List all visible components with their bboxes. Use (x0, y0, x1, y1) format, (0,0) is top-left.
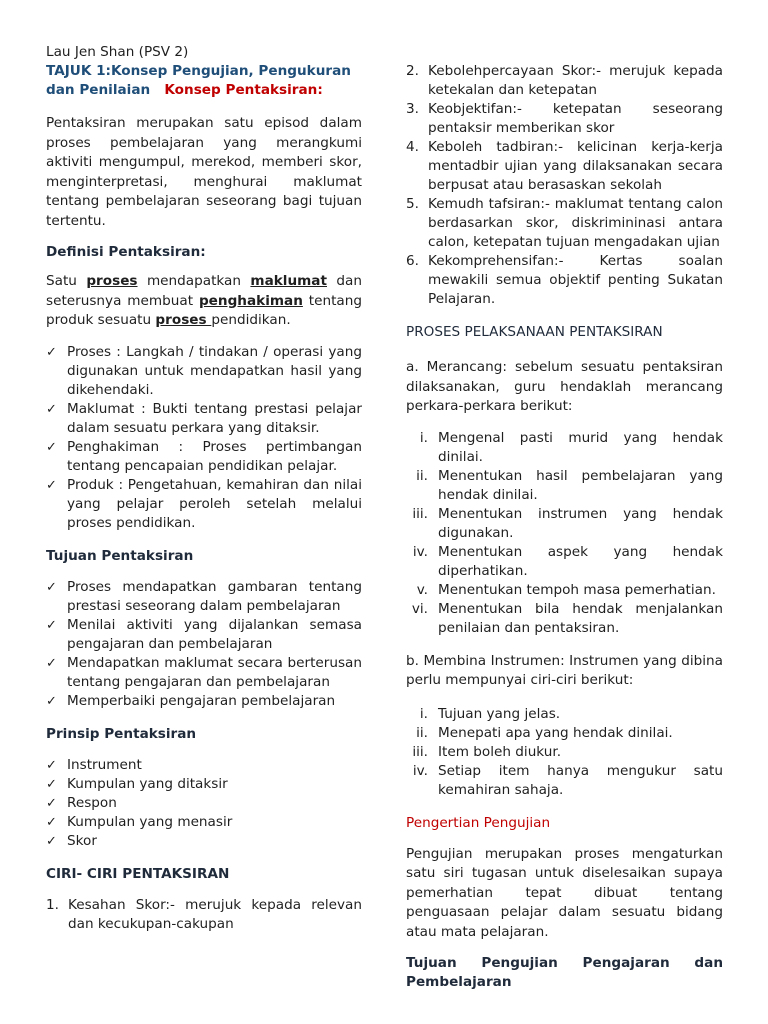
definisi-list (46, 343, 362, 533)
roman-item (406, 600, 723, 638)
definisi-text: mendapatkan (137, 273, 251, 289)
ciri-item (406, 252, 723, 309)
item-number: 2. (406, 63, 419, 79)
tujuan-heading: Tujuan Pentaksiran (46, 547, 194, 564)
list-item (46, 343, 362, 400)
definisi-text: dan seterusnya membuat (46, 273, 362, 309)
list-item (46, 832, 362, 851)
check-icon: ✓ (46, 617, 57, 633)
item-text: Menentukan aspek yang hendak diperhatikan. (438, 543, 723, 579)
author-line: Lau Jen Shan (PSV 2) (46, 44, 189, 60)
list-item-text: Produk : Pengetahuan, kemahiran dan nilai yang pelajar peroleh setelah melalui proses pendidikan. (67, 476, 362, 531)
roman-item (406, 467, 723, 505)
item-text: Kemudh tafsiran:- maklumat tentang calon berdasarkan skor, diskrimininasi antara calon, ketepatan tujuan mengadakan ujian (428, 196, 723, 250)
list-item (46, 794, 362, 813)
item-text: Setiap item hanya mengukur satu kemahiran sahaja. (438, 762, 723, 798)
ciri-item (406, 195, 723, 252)
check-icon: ✓ (46, 439, 57, 455)
item-text: Kebolehpercayaan Skor:- merujuk kepada ketekalan dan ketepatan (428, 63, 723, 98)
item-numeral: iv. (412, 762, 428, 779)
keyword-proses-2: proses (155, 312, 212, 328)
check-icon: ✓ (46, 814, 57, 830)
membina-list (406, 705, 723, 800)
list-item-text: Kumpulan yang menasir (67, 813, 233, 830)
list-item-text: Proses mendapatkan gambaran tentang prestasi seseorang dalam pembelajaran (67, 578, 362, 614)
list-item-text: Menilai aktiviti yang dijalankan semasa pengajaran dan pembelajaran (67, 616, 362, 652)
keyword-penghakiman: penghakiman (198, 292, 303, 309)
definisi-text: pendidikan. (211, 312, 291, 328)
ciri-item (406, 100, 723, 138)
check-icon: ✓ (46, 693, 57, 709)
membina-paragraph: b. Membina Instrumen: Instrumen yang dibina perlu mempunyai ciri-ciri berikut: (406, 652, 723, 688)
list-item-text: Proses : Langkah / tindakan / operasi yang digunakan untuk mendapatkan hasil yang dikehendaki. (67, 343, 362, 398)
item-numeral: iii. (412, 743, 428, 760)
tujuan-list (46, 578, 362, 711)
proses-heading: PROSES PELAKSANAAN PENTAKSIRAN (406, 324, 663, 340)
roman-item (406, 581, 723, 600)
item-numeral: v. (416, 581, 428, 598)
check-icon: ✓ (46, 833, 57, 849)
item-number: 4. (406, 139, 419, 155)
item-text: Kekomprehensifan:- Kertas soalan mewakili semua objektif penting Sukatan Pelajaran. (428, 253, 723, 307)
list-item (46, 578, 362, 616)
item-numeral: i. (419, 429, 428, 446)
roman-item (406, 505, 723, 543)
roman-item (406, 543, 723, 581)
merancang-list (406, 429, 723, 638)
roman-item (406, 724, 723, 743)
intro-paragraph: Pentaksiran merupakan satu episod dalam proses pembelajaran yang merangkumi aktiviti mengumpul, merekod, memberi skor, menginterpretasi, menghurai maklumat tentang pembelajaran seseorang bagi tujuan tertentu. (46, 115, 362, 229)
ciri-item (406, 62, 723, 100)
check-icon: ✓ (46, 757, 57, 773)
prinsip-list (46, 756, 362, 851)
item-text: Tujuan yang jelas. (438, 705, 561, 722)
item-text: Menentukan hasil pembelajaran yang hendak dinilai. (438, 467, 723, 503)
title-concept: Konsep Pentaksiran: (164, 82, 323, 98)
item-number: 5. (406, 196, 419, 212)
item-numeral: vi. (411, 600, 428, 617)
list-item-text: Kumpulan yang ditaksir (67, 775, 228, 792)
item-text: Menentukan bila hendak menjalankan penilaian dan pentaksiran. (438, 600, 723, 636)
list-item (46, 438, 362, 476)
list-item-text: Skor (67, 832, 97, 849)
definisi-text: Satu (46, 273, 87, 289)
left-column (46, 43, 362, 934)
roman-item (406, 705, 723, 724)
list-item (46, 692, 362, 711)
right-column (406, 62, 723, 992)
pengertian-paragraph: Pengujian merupakan proses mengaturkan satu siri tugasan untuk diselesaikan supaya pemerhatian tepat dibuat tentang penguasaan pelajar dalam sesuatu bidang atau mata pelajaran. (406, 845, 723, 940)
check-icon: ✓ (46, 776, 57, 792)
item-number: 1. (46, 896, 59, 913)
list-item-text: Mendapatkan maklumat secara berterusan tentang pengajaran dan pembelajaran (67, 654, 362, 690)
definisi-paragraph (46, 272, 362, 331)
item-number: 3. (406, 101, 419, 117)
ciri-item (406, 138, 723, 195)
pengertian-heading: Pengertian Pengujian (406, 814, 551, 831)
title-topic: TAJUK 1:Konsep Pengujian, Pengukuran dan Penilaian (46, 63, 351, 98)
list-item (46, 616, 362, 654)
check-icon: ✓ (46, 795, 57, 811)
tujuan-pengujian-heading: Tujuan Pengujian Pengajaran dan Pembelajaran (406, 955, 723, 990)
item-numeral: iii. (412, 505, 428, 522)
list-item (46, 654, 362, 692)
item-numeral: ii. (416, 724, 428, 741)
list-item (46, 756, 362, 775)
item-number: 6. (406, 253, 419, 269)
item-text: Keobjektifan:- ketepatan seseorang pentaksir memberikan skor (428, 101, 723, 136)
item-numeral: ii. (416, 467, 428, 484)
list-item (46, 400, 362, 438)
item-text: Menentukan instrumen yang hendak digunakan. (438, 505, 723, 541)
roman-item (406, 429, 723, 467)
merancang-paragraph: a. Merancang: sebelum sesuatu pentaksiran dilaksanakan, guru hendaklah merancang perkara-perkara berikut: (406, 359, 723, 414)
item-text: Menentukan tempoh masa pemerhatian. (438, 581, 716, 598)
check-icon: ✓ (46, 579, 57, 595)
page-title (46, 62, 362, 100)
item-text: Keboleh tadbiran:- kelicinan kerja-kerja mentadbir ujian yang dilaksanakan secara berpusat atau berasaskan sekolah (428, 139, 723, 193)
item-numeral: iv. (412, 543, 428, 560)
keyword-proses: proses (86, 273, 138, 289)
list-item-text: Maklumat : Bukti tentang prestasi pelajar dalam sesuatu perkara yang ditaksir. (67, 400, 362, 436)
list-item-text: Penghakiman : Proses pertimbangan tentang pencapaian pendidikan pelajar. (67, 438, 362, 474)
ciri-list (406, 62, 723, 309)
ciri-heading: CIRI- CIRI PENTAKSIRAN (46, 865, 230, 882)
definisi-text: tentang produk sesuatu (46, 292, 362, 328)
list-item-text: Respon (67, 794, 117, 811)
check-icon: ✓ (46, 344, 57, 360)
list-item-text: Memperbaiki pengajaran pembelajaran (67, 692, 336, 709)
ciri-item (46, 896, 362, 934)
roman-item (406, 762, 723, 800)
check-icon: ✓ (46, 401, 57, 417)
item-text: Item boleh diukur. (438, 743, 562, 760)
keyword-maklumat: maklumat (250, 273, 327, 289)
item-text: Menepati apa yang hendak dinilai. (438, 724, 673, 741)
item-numeral: i. (419, 705, 428, 722)
list-item-text: Instrument (67, 756, 142, 773)
list-item (46, 813, 362, 832)
definisi-heading: Definisi Pentaksiran: (46, 244, 206, 260)
check-icon: ✓ (46, 655, 57, 671)
prinsip-heading: Prinsip Pentaksiran (46, 725, 197, 742)
item-text: Kesahan Skor:- merujuk kepada relevan dan kecukupan-cakupan (68, 896, 362, 932)
check-icon: ✓ (46, 477, 57, 493)
roman-item (406, 743, 723, 762)
list-item (46, 775, 362, 794)
list-item (46, 476, 362, 533)
item-text: Mengenal pasti murid yang hendak dinilai. (438, 429, 723, 465)
